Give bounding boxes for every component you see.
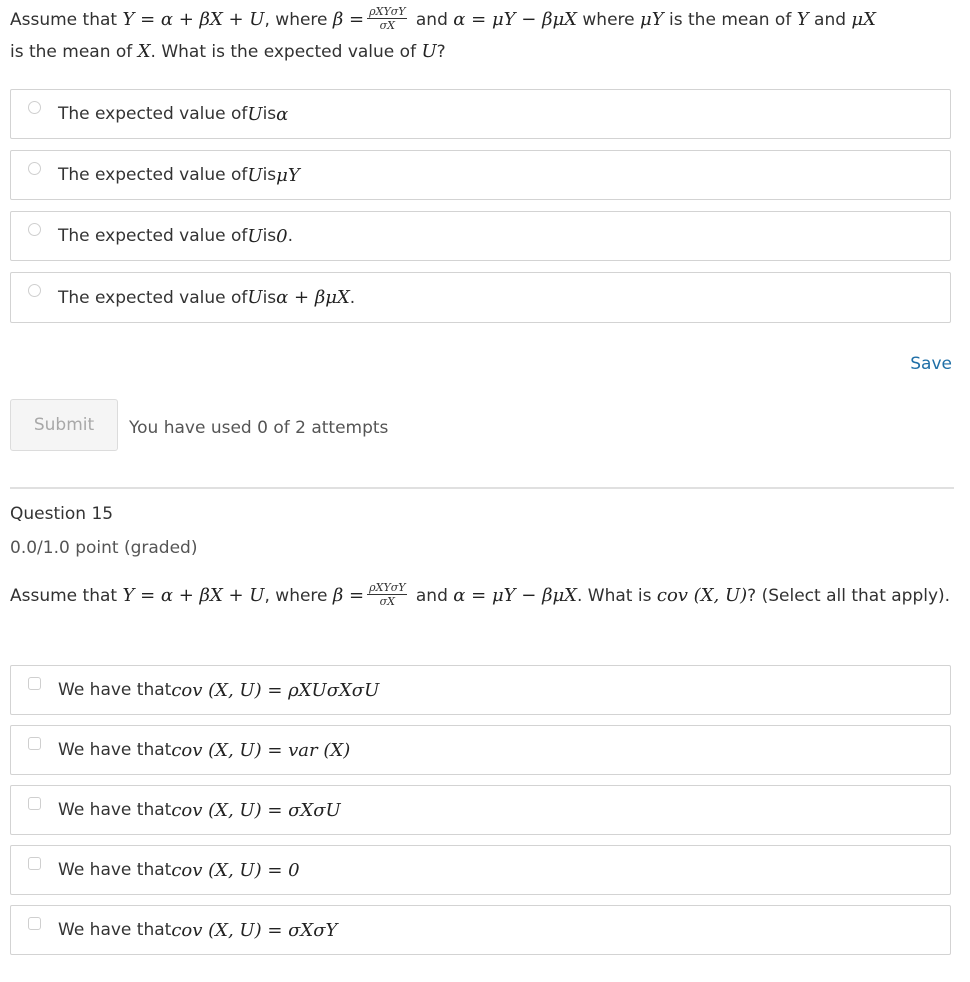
attempts-counter: You have used 0 of 2 attempts (129, 418, 389, 438)
choice-text: We have that (58, 800, 172, 820)
checkbox[interactable] (28, 797, 41, 810)
question-2-prompt (10, 580, 960, 612)
checkbox-choice-1[interactable] (10, 665, 951, 715)
choice-label (58, 90, 288, 138)
question-title: Question 15 (10, 504, 114, 524)
prompt-text: where (577, 10, 641, 30)
prompt-math: μX (851, 9, 876, 30)
choice-math: 0 (276, 225, 288, 247)
section-divider (10, 487, 954, 489)
prompt-text: is the mean of (10, 42, 138, 62)
prompt-text: . What is (577, 586, 657, 606)
choice-math: cov (X, U) = σXσY (171, 919, 338, 941)
prompt-math: cov (X, U) (656, 585, 748, 606)
choice-math: cov (X, U) = var (X) (171, 739, 351, 761)
choice-math: cov (X, U) = 0 (171, 859, 300, 881)
answer-choice-3[interactable] (10, 211, 951, 261)
choice-math: cov (X, U) = ρXUσXσU (171, 679, 380, 701)
choice-label (58, 846, 300, 894)
answer-choice-1[interactable] (10, 89, 951, 139)
prompt-text: Assume that (10, 10, 123, 30)
checkbox-choice-5[interactable] (10, 905, 951, 955)
prompt-math: Y = α + βX + U (122, 9, 265, 30)
beta-fraction (367, 5, 407, 32)
checkbox[interactable] (28, 737, 41, 750)
choice-text: We have that (58, 920, 172, 940)
choice-label (58, 273, 355, 322)
fraction-denominator: σX (379, 18, 395, 32)
choice-text: . (349, 287, 356, 308)
radio-button[interactable] (28, 223, 41, 236)
radio-button[interactable] (28, 284, 41, 297)
prompt-math: Y (796, 9, 809, 30)
prompt-math: μY (640, 9, 664, 30)
prompt-math: β = (332, 585, 365, 606)
prompt-text: Assume that (10, 586, 123, 606)
choice-label (58, 212, 293, 260)
choice-text: The expected value of (58, 165, 248, 185)
prompt-text: . What is the expected value of (150, 42, 422, 62)
prompt-text: and (410, 586, 454, 606)
prompt-math: β = (332, 9, 365, 30)
prompt-text: ? (Select all that apply). (747, 586, 951, 606)
choice-math: U (247, 225, 263, 247)
answer-choice-4[interactable] (10, 272, 951, 323)
fraction-numerator: ρXYσY (369, 580, 406, 594)
choice-math: U (247, 103, 263, 125)
choice-text: We have that (58, 680, 172, 700)
radio-button[interactable] (28, 162, 41, 175)
prompt-math: α = μY − βμX (453, 585, 577, 606)
choice-math: U (247, 164, 263, 186)
question-points: 0.0/1.0 point (graded) (10, 538, 198, 558)
fraction-denominator: σX (379, 594, 395, 608)
answer-choice-2[interactable] (10, 150, 951, 200)
prompt-math: U (421, 41, 437, 62)
choice-label (58, 726, 350, 774)
choice-math: μY (276, 164, 300, 186)
choice-text: is (262, 226, 277, 246)
checkbox-choice-4[interactable] (10, 845, 951, 895)
prompt-text: is the mean of (663, 10, 797, 30)
prompt-math: Y = α + βX + U (122, 585, 265, 606)
prompt-text: and (808, 10, 852, 30)
save-button[interactable]: Save (910, 354, 952, 374)
checkbox[interactable] (28, 677, 41, 690)
prompt-text: , where (264, 10, 333, 30)
choice-text: The expected value of (58, 104, 248, 124)
beta-fraction (367, 581, 407, 608)
choice-text: The expected value of (58, 287, 248, 308)
choice-label (58, 666, 379, 714)
choice-text: We have that (58, 740, 172, 760)
choice-math: α + βμX (276, 287, 350, 308)
prompt-math: X (137, 41, 151, 62)
question-1-prompt (10, 4, 960, 68)
choice-text: . (287, 226, 294, 246)
choice-text: is (262, 165, 277, 185)
checkbox[interactable] (28, 857, 41, 870)
choice-text: The expected value of (58, 226, 248, 246)
checkbox-choice-2[interactable] (10, 725, 951, 775)
radio-button[interactable] (28, 101, 41, 114)
choice-text: is (262, 287, 277, 308)
choice-text: We have that (58, 860, 172, 880)
choice-math: U (247, 287, 263, 308)
choice-label (58, 786, 341, 834)
choice-label (58, 906, 337, 954)
prompt-text: , where (264, 586, 333, 606)
choice-math: α (276, 103, 289, 125)
submit-button[interactable]: Submit (10, 399, 118, 451)
choice-math: cov (X, U) = σXσU (171, 799, 341, 821)
prompt-text: and (410, 10, 454, 30)
prompt-math: α = μY − βμX (453, 9, 577, 30)
prompt-text: ? (436, 42, 446, 62)
checkbox[interactable] (28, 917, 41, 930)
choice-label (58, 151, 300, 199)
checkbox-choice-3[interactable] (10, 785, 951, 835)
choice-text: is (262, 104, 277, 124)
fraction-numerator: ρXYσY (369, 4, 406, 18)
